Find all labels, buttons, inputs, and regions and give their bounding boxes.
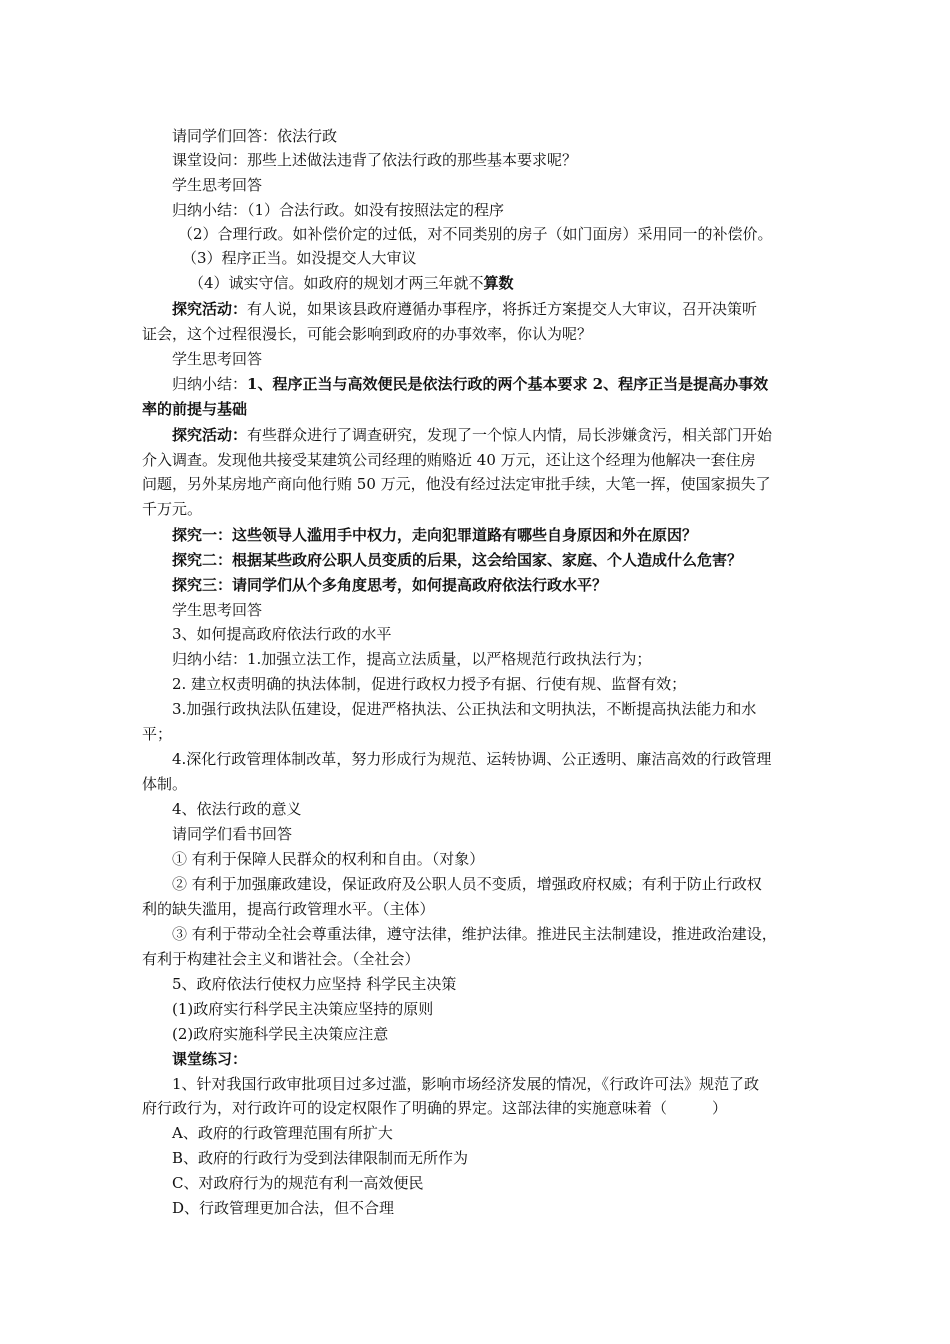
explore-text-2: 有些群众进行了调查研究，发现了一个惊人内情，局长涉嫌贪污，相关部门开始: [247, 426, 773, 444]
line-summary-requirements-cont: 率的前提与基础: [142, 400, 248, 418]
line-student-answer-2: 学生思考回答: [172, 350, 263, 368]
summary-requirements-text: 1、程序正当与高效便民是依法行政的两个基本要求 2、程序正当是提高办事效: [247, 375, 769, 393]
summary-label: 归纳小结：: [172, 375, 248, 393]
line-explore-activity-2-cont-1: 介入调查。发现他共接受某建筑公司经理的贿赂近 40 万元，还让这个经理为他解决一套住房: [142, 451, 756, 469]
line-option-b: B、政府的行政行为受到法律限制而无所作为: [172, 1149, 469, 1167]
line-summary-requirements: [172, 372, 814, 396]
line-student-answer-3: 学生思考回答: [172, 601, 263, 619]
summary-4-bold: 算数: [483, 274, 514, 292]
explore-text-1: 有人说，如果该县政府遵循办事程序，将拆迁方案提交人大审议，召开决策听: [247, 300, 758, 318]
line-student-answer: 学生思考回答: [172, 176, 263, 194]
line-heading-4: 4、依法行政的意义: [172, 800, 302, 818]
line-improve-3-cont: 平；: [142, 725, 173, 743]
line-answer-prompt: 请同学们回答：依法行政: [172, 127, 338, 145]
line-heading-3: 3、如何提高政府依法行政的水平: [172, 625, 392, 643]
line-explore-activity-2-cont-2: 问题，另外某房地产商向他行贿 50 万元，他没有经过法定审批手续，大笔一挥，使国家损失了: [142, 475, 771, 493]
line-summary-2: （2）合理行政。如补偿价定的过低，对不同类别的房子（如门面房）采用同一的补偿价。: [178, 225, 773, 243]
line-explore-activity-2-cont-3: 千万元。: [142, 500, 203, 518]
line-explore-two: 探究二：根据某些政府公职人员变质的后果，这会给国家、家庭、个人造成什么危害？: [172, 551, 743, 569]
line-explore-activity-2: [172, 423, 814, 447]
line-question-1: 1、针对我国行政审批项目过多过滥，影响市场经济发展的情况，《行政许可法》规范了政: [172, 1075, 760, 1093]
line-class-exercise: 课堂练习：: [172, 1050, 248, 1068]
line-improve-4: 4.深化行政管理体制改革，努力形成行为规范、运转协调、公正透明、廉洁高效的行政管理: [172, 750, 772, 768]
line-significance-2-cont: 利的缺失滥用，提高行政管理水平。（主体）: [142, 900, 435, 918]
line-option-c: C、对政府行为的规范有利一高效便民: [172, 1174, 424, 1192]
line-option-d: D、行政管理更加合法，但不合理: [172, 1199, 395, 1217]
line-explore-activity-1: [172, 297, 814, 321]
summary-4-text: （4）诚实守信。如政府的规划才两三年就不: [189, 274, 484, 292]
line-improve-4-cont: 体制。: [142, 775, 188, 793]
line-explore-activity-1-cont: 证会，这个过程很漫长，可能会影响到政府的办事效率，你认为呢？: [142, 325, 593, 343]
line-significance-3-cont: 有利于构建社会主义和谐社会。（全社会）: [142, 950, 420, 968]
line-decision-notes: (2)政府实施科学民主决策应注意: [172, 1025, 389, 1043]
line-improve-2: 2. 建立权责明确的执法体制，促进行政权力授予有据、行使有规、监督有效；: [172, 675, 687, 693]
line-significance-2: ② 有利于加强廉政建设，保证政府及公职人员不变质，增强政府权威；有利于防止行政权: [172, 875, 762, 893]
line-heading-5: 5、政府依法行使权力应坚持 科学民主决策: [172, 975, 457, 993]
line-improve-3: 3.加强行政执法队伍建设，促进严格执法、公正执法和文明执法，不断提高执法能力和水: [172, 700, 757, 718]
line-significance-3: ③ 有利于带动全社会尊重法律，遵守法律，维护法律。推进民主法制建设，推进政治建设，: [172, 925, 777, 943]
line-question-1-cont: 府行政行为，对行政许可的设定权限作了明确的界定。这部法律的实施意味着（ ）: [142, 1099, 728, 1117]
line-read-book: 请同学们看书回答: [172, 825, 293, 843]
explore-label-1: 探究活动：: [172, 300, 248, 318]
line-summary-3: （3）程序正当。如没提交人大审议: [182, 249, 417, 267]
line-improve-1: 归纳小结：1.加强立法工作，提高立法质量，以严格规范行政执法行为；: [172, 650, 652, 668]
line-explore-one: 探究一：这些领导人滥用手中权力，走向犯罪道路有哪些自身原因和外在原因？: [172, 526, 698, 544]
line-decision-principle: (1)政府实行科学民主决策应坚持的原则: [172, 1000, 434, 1018]
explore-label-2: 探究活动：: [172, 426, 248, 444]
line-significance-1: ① 有利于保障人民群众的权利和自由。（对象）: [172, 850, 485, 868]
line-explore-three: 探究三：请同学们从个多角度思考，如何提高政府依法行政水平？: [172, 576, 608, 594]
line-option-a: A、政府的行政管理范围有所扩大: [172, 1124, 393, 1142]
line-class-question: 课堂设问：那些上述做法违背了依法行政的那些基本要求呢？: [172, 151, 578, 169]
line-summary-1: 归纳小结：（1）合法行政。如没有按照法定的程序: [172, 201, 505, 219]
line-summary-4: [189, 271, 861, 295]
